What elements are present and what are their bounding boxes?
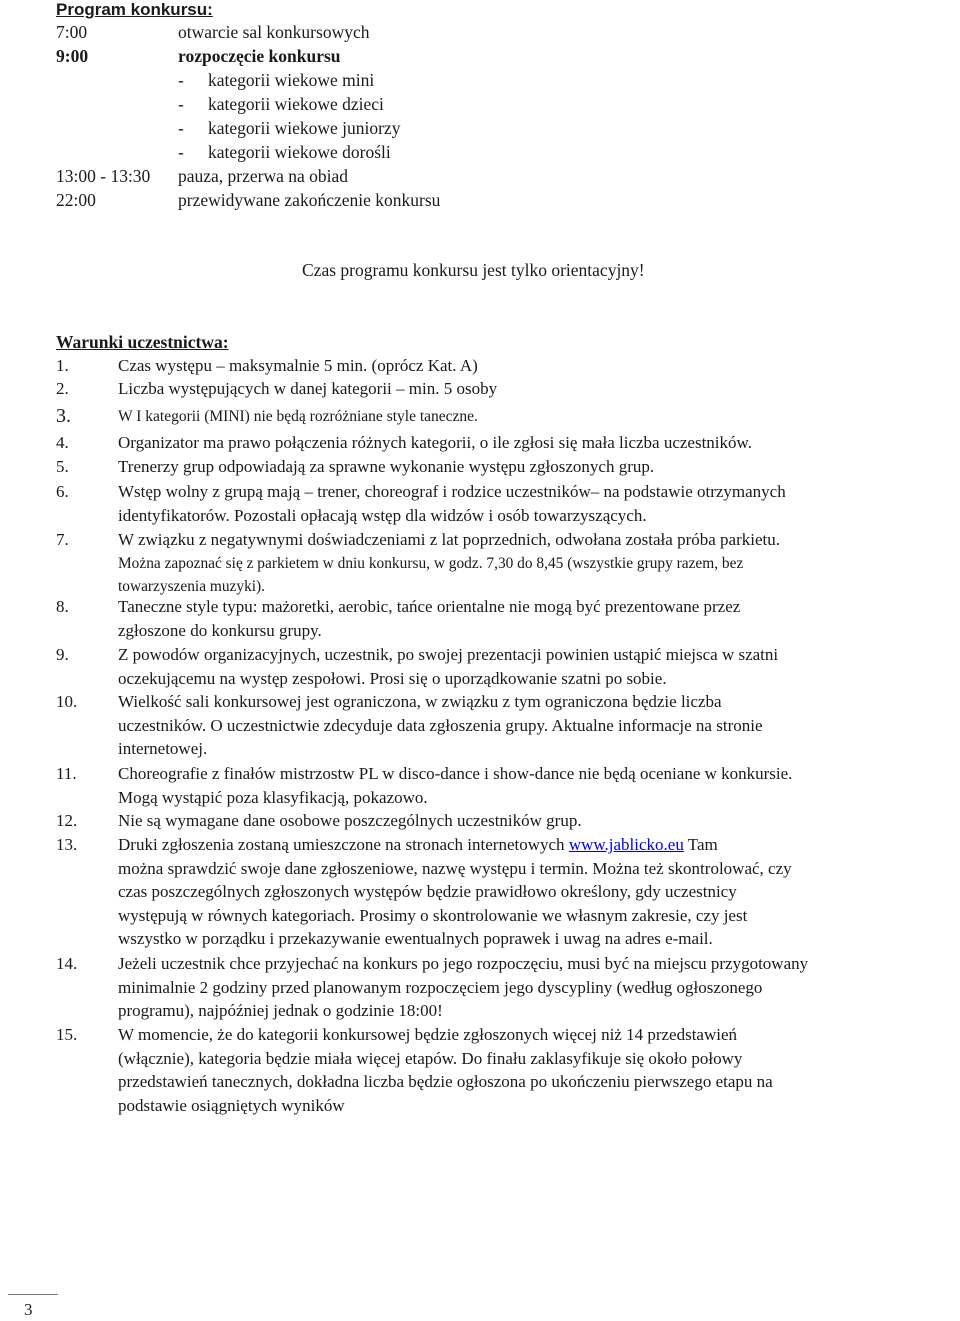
- item-text: Wstęp wolny z grupą mają – trener, choreograf i rodzice uczestników– na podstawie otrzymanych: [118, 482, 786, 501]
- item-text: Można zapoznać się z parkietem w dniu konkursu, w godz. 7,30 do 8,45 (wszystkie grupy razem, bez: [118, 554, 744, 572]
- program-description: rozpoczęcie konkursu: [178, 46, 341, 66]
- item-text: Organizator ma prawo połączenia różnych kategorii, o ile zgłosi się mała liczba uczestników.: [118, 433, 752, 452]
- item-number: 12.: [56, 811, 78, 830]
- item-text: Tam: [683, 835, 718, 854]
- item-text: czas poszczególnych zgłoszonych występów będzie prawidłowo określony, gdy uczestnicy: [118, 882, 737, 902]
- program-time: 13:00 - 13:30: [56, 166, 151, 186]
- item-number: 13.: [56, 835, 78, 854]
- website-link[interactable]: www.jablicko.eu: [568, 835, 684, 854]
- program-title: Program konkursu:: [56, 0, 213, 19]
- item-text: Czas występu – maksymalnie 5 min. (oprócz Kat. A): [118, 356, 478, 375]
- item-number: 10.: [56, 692, 78, 711]
- program-description: przewidywane zakończenie konkursu: [178, 190, 441, 210]
- item-text: wszystko w porządku i przekazywanie ewentualnych poprawek i uwag na adres e-mail.: [118, 929, 713, 949]
- program-description: pauza, przerwa na obiad: [178, 166, 349, 186]
- dash-bullet: -: [178, 94, 184, 114]
- program-time: 22:00: [56, 190, 96, 210]
- item-text: Trenerzy grup odpowiadają za sprawne wykonanie występu zgłoszonych grup.: [118, 457, 655, 476]
- item-number: 1.: [56, 356, 69, 375]
- item-number: 14.: [56, 954, 78, 973]
- page-number: 3: [24, 1300, 33, 1319]
- item-number: 6.: [56, 482, 69, 501]
- item-text: zgłoszone do konkursu grupy.: [118, 620, 322, 640]
- item-text: Wielkość sali konkursowej jest ograniczona, w związku z tym ograniczona będzie liczba: [118, 692, 722, 711]
- item-number: 15.: [56, 1025, 78, 1044]
- item-number: 11.: [56, 764, 77, 783]
- item-text: podstawie osiągniętych wyników: [118, 1095, 345, 1115]
- item-text: identyfikatorów. Pozostali opłacają wstęp dla widzów i osób towarzyszących.: [118, 505, 647, 525]
- dash-bullet: -: [178, 142, 184, 162]
- item-text: W związku z negatywnymi doświadczeniami z lat poprzednich, odwołana została próba parkietu.: [118, 530, 780, 549]
- item-text: można sprawdzić swoje dane zgłoszeniowe, nazwę występu i termin. Można też skontrolować, czy: [118, 858, 792, 878]
- item-text: uczestników. O uczestnictwie zdecyduje data zgłoszenia grupy. Aktualne informacje na stronie: [118, 715, 763, 735]
- program-description: otwarcie sal konkursowych: [178, 22, 370, 42]
- item-text: Liczba występujących w danej kategorii – min. 5 osoby: [118, 379, 498, 398]
- footer-divider: [8, 1294, 58, 1295]
- item-number: 7.: [56, 530, 69, 549]
- item-text: W momencie, że do kategorii konkursowej będzie zgłoszonych więcej niż 14 przedstawień: [118, 1025, 738, 1044]
- item-text: Druki zgłoszenia zostaną umieszczone na stronach internetowych: [118, 835, 569, 854]
- item-number: 3.: [56, 405, 71, 427]
- item-number: 8.: [56, 597, 69, 616]
- program-category: kategorii wiekowe dorośli: [208, 142, 391, 162]
- program-category: kategorii wiekowe dzieci: [208, 94, 384, 114]
- item-number: 5.: [56, 457, 69, 476]
- item-text: minimalnie 2 godziny przed planowanym rozpoczęciem jego dyscypliny (według ogłoszonego: [118, 977, 763, 997]
- item-text: (włącznie), kategoria będzie miała więcej etapów. Do finału zaklasyfikuje się około połowy: [118, 1048, 743, 1068]
- item-text: Nie są wymagane dane osobowe poszczególnych uczestników grup.: [118, 811, 582, 830]
- program-category: kategorii wiekowe mini: [208, 70, 375, 90]
- program-time: 7:00: [56, 22, 88, 42]
- item-text: programu), najpóźniej jednak o godzinie 18:00!: [118, 1001, 443, 1021]
- item-text: W I kategorii (MINI) nie będą rozróżniane style taneczne.: [118, 408, 478, 425]
- dash-bullet: -: [178, 70, 184, 90]
- item-number: 4.: [56, 433, 69, 452]
- item-text: towarzyszenia muzyki).: [118, 578, 266, 596]
- item-text: Z powodów organizacyjnych, uczestnik, po swojej prezentacji powinien ustąpić miejsca w szatni: [118, 645, 779, 664]
- item-text: Taneczne style typu: mażoretki, aerobic, tańce orientalne nie mogą być prezentowane przez: [118, 597, 741, 616]
- dash-bullet: -: [178, 118, 184, 138]
- program-category: kategorii wiekowe juniorzy: [208, 118, 401, 138]
- conditions-title: Warunki uczestnictwa:: [56, 332, 229, 352]
- item-text: Jeżeli uczestnik chce przyjechać na konkurs po jego rozpoczęciu, musi być na miejscu przygotowany: [118, 954, 809, 973]
- item-text: Choreografie z finałów mistrzostw PL w disco-dance i show-dance nie będą oceniane w konkursie.: [118, 764, 793, 783]
- item-number: 2.: [56, 379, 69, 398]
- program-note: Czas programu konkursu jest tylko orientacyjny!: [302, 260, 645, 280]
- item-text: oczekującemu na występ zespołowi. Prosi się o uporządkowanie szatni po sobie.: [118, 668, 667, 688]
- item-number: 9.: [56, 645, 69, 664]
- program-time: 9:00: [56, 46, 89, 66]
- item-text: Mogą wystąpić poza klasyfikacją, pokazowo.: [118, 787, 428, 807]
- item-text: występują w równych kategoriach. Prosimy o skontrolowanie we własnym zakresie, czy jest: [118, 905, 748, 925]
- item-text: internetowej.: [118, 739, 208, 759]
- item-text: przedstawień tanecznych, dokładna liczba będzie ogłoszona po ukończeniu pierwszego etapu na: [118, 1072, 773, 1092]
